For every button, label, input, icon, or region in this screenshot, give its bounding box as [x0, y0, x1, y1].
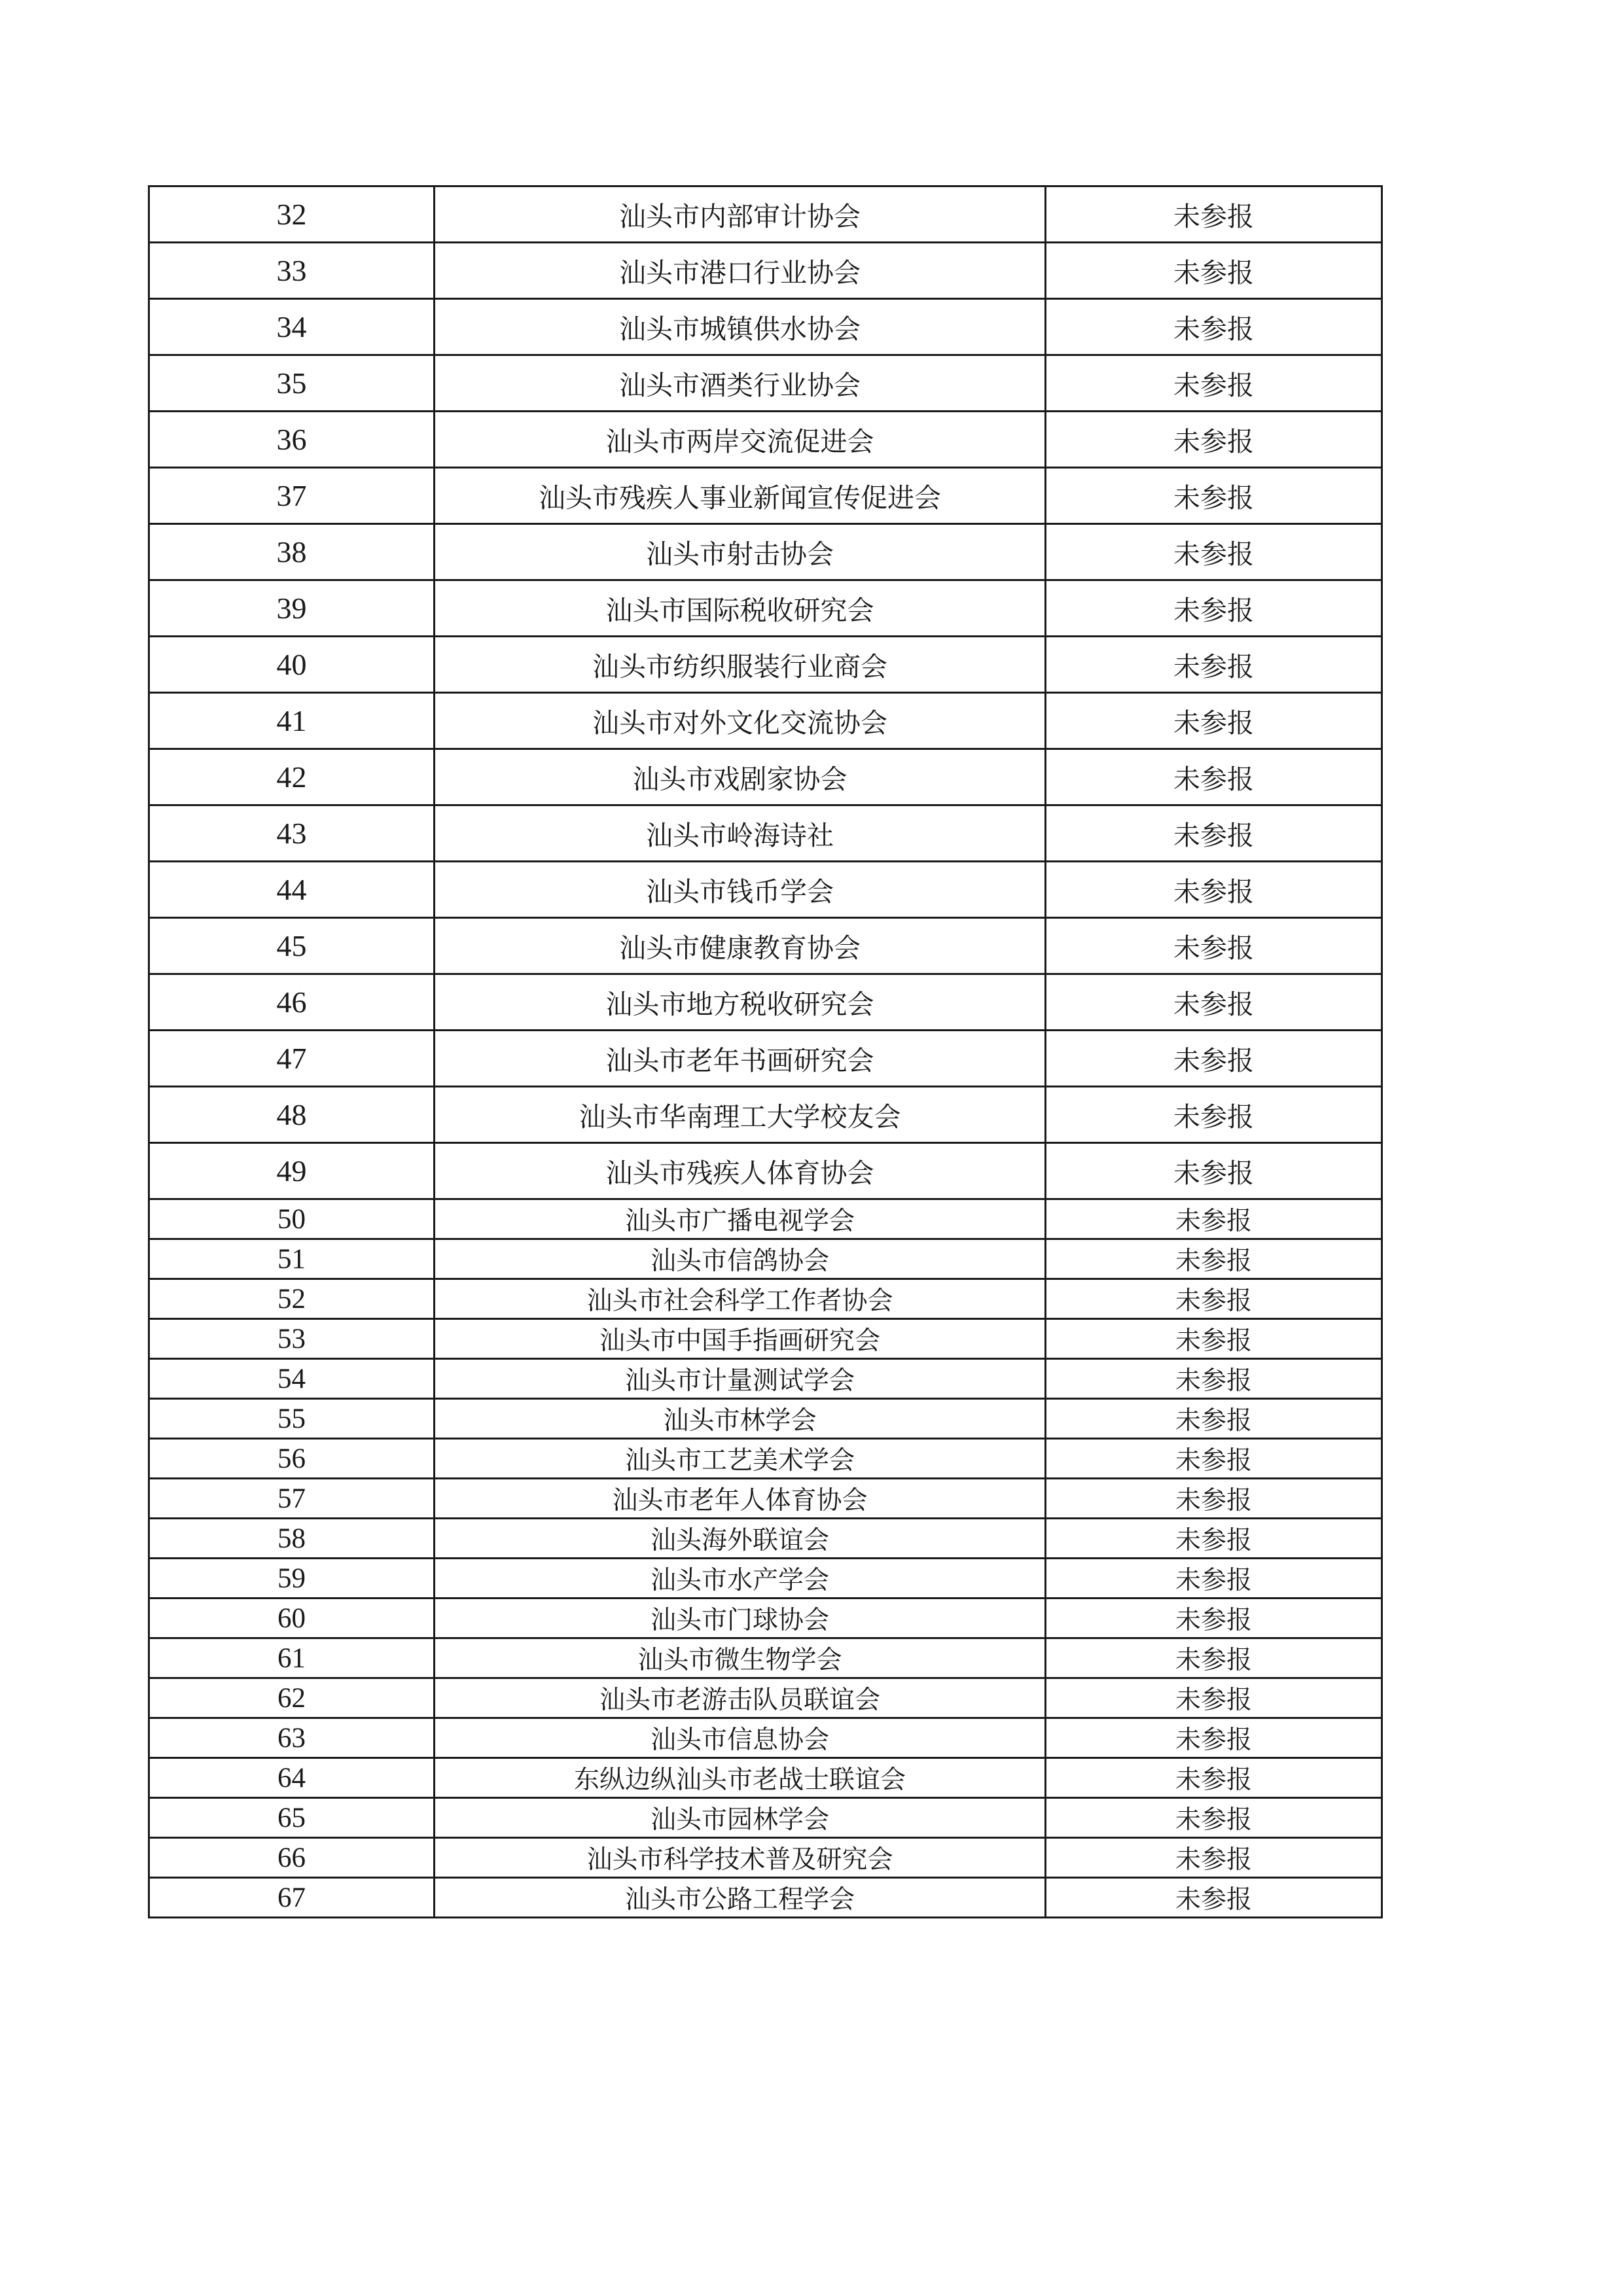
row-number: 45 [149, 918, 435, 974]
table-row [149, 580, 1382, 637]
table-row [149, 1758, 1382, 1798]
organization-name: 汕头市内部审计协会 [435, 186, 1046, 243]
report-status: 未参报 [1046, 299, 1382, 355]
row-number: 36 [149, 412, 435, 468]
table-row [149, 1798, 1382, 1838]
row-number: 50 [149, 1199, 435, 1239]
row-number: 53 [149, 1319, 435, 1359]
table-row [149, 862, 1382, 918]
organization-name: 汕头市计量测试学会 [435, 1359, 1046, 1399]
report-status: 未参报 [1046, 693, 1382, 749]
row-number: 46 [149, 974, 435, 1031]
organization-name: 汕头市纺织服装行业商会 [435, 637, 1046, 693]
organization-table [148, 185, 1383, 1918]
report-status: 未参报 [1046, 1359, 1382, 1399]
organization-name: 汕头市老年书画研究会 [435, 1031, 1046, 1087]
organization-name: 汕头市科学技术普及研究会 [435, 1838, 1046, 1878]
organization-name: 汕头市华南理工大学校友会 [435, 1087, 1046, 1143]
organization-name: 汕头市工艺美术学会 [435, 1439, 1046, 1479]
organization-name: 汕头市港口行业协会 [435, 243, 1046, 299]
table-row [149, 974, 1382, 1031]
organization-name: 汕头市信息协会 [435, 1718, 1046, 1758]
row-number: 34 [149, 299, 435, 355]
table-row [149, 1399, 1382, 1439]
table-row [149, 1087, 1382, 1143]
report-status: 未参报 [1046, 1878, 1382, 1918]
table-row [149, 1199, 1382, 1239]
row-number: 62 [149, 1678, 435, 1718]
organization-name: 汕头市水产学会 [435, 1559, 1046, 1598]
report-status: 未参报 [1046, 1479, 1382, 1519]
row-number: 43 [149, 805, 435, 862]
organization-name: 汕头市门球协会 [435, 1598, 1046, 1638]
report-status: 未参报 [1046, 1239, 1382, 1279]
report-status: 未参报 [1046, 1559, 1382, 1598]
row-number: 52 [149, 1279, 435, 1319]
report-status: 未参报 [1046, 524, 1382, 580]
report-status: 未参报 [1046, 1143, 1382, 1199]
organization-name: 汕头海外联谊会 [435, 1519, 1046, 1559]
organization-name: 汕头市残疾人事业新闻宣传促进会 [435, 468, 1046, 524]
table-row [149, 1143, 1382, 1199]
table-row [149, 468, 1382, 524]
table-row [149, 1678, 1382, 1718]
table-row [149, 1439, 1382, 1479]
row-number: 49 [149, 1143, 435, 1199]
table-row [149, 524, 1382, 580]
report-status: 未参报 [1046, 974, 1382, 1031]
table-row [149, 1479, 1382, 1519]
report-status: 未参报 [1046, 1519, 1382, 1559]
report-status: 未参报 [1046, 1798, 1382, 1838]
table-row [149, 1519, 1382, 1559]
organization-name: 汕头市林学会 [435, 1399, 1046, 1439]
report-status: 未参报 [1046, 637, 1382, 693]
organization-name: 汕头市健康教育协会 [435, 918, 1046, 974]
table-row [149, 1559, 1382, 1598]
row-number: 67 [149, 1878, 435, 1918]
table-row [149, 1279, 1382, 1319]
row-number: 60 [149, 1598, 435, 1638]
table-row [149, 637, 1382, 693]
row-number: 51 [149, 1239, 435, 1279]
row-number: 65 [149, 1798, 435, 1838]
organization-name: 汕头市公路工程学会 [435, 1878, 1046, 1918]
organization-name: 汕头市微生物学会 [435, 1638, 1046, 1678]
table-row [149, 749, 1382, 805]
row-number: 63 [149, 1718, 435, 1758]
report-status: 未参报 [1046, 412, 1382, 468]
row-number: 56 [149, 1439, 435, 1479]
organization-name: 汕头市射击协会 [435, 524, 1046, 580]
row-number: 59 [149, 1559, 435, 1598]
organization-name: 汕头市城镇供水协会 [435, 299, 1046, 355]
row-number: 38 [149, 524, 435, 580]
row-number: 64 [149, 1758, 435, 1798]
organization-name: 汕头市两岸交流促进会 [435, 412, 1046, 468]
report-status: 未参报 [1046, 1087, 1382, 1143]
row-number: 48 [149, 1087, 435, 1143]
table-row [149, 1319, 1382, 1359]
report-status: 未参报 [1046, 749, 1382, 805]
organization-table-body [149, 186, 1382, 1918]
row-number: 42 [149, 749, 435, 805]
table-row [149, 805, 1382, 862]
row-number: 40 [149, 637, 435, 693]
report-status: 未参报 [1046, 1598, 1382, 1638]
row-number: 55 [149, 1399, 435, 1439]
row-number: 37 [149, 468, 435, 524]
table-row [149, 412, 1382, 468]
report-status: 未参报 [1046, 468, 1382, 524]
table-row [149, 186, 1382, 243]
report-status: 未参报 [1046, 1031, 1382, 1087]
table-row [149, 1359, 1382, 1399]
organization-name: 汕头市中国手指画研究会 [435, 1319, 1046, 1359]
report-status: 未参报 [1046, 1319, 1382, 1359]
organization-name: 汕头市老游击队员联谊会 [435, 1678, 1046, 1718]
table-row [149, 1031, 1382, 1087]
organization-name: 汕头市钱币学会 [435, 862, 1046, 918]
report-status: 未参报 [1046, 1678, 1382, 1718]
row-number: 33 [149, 243, 435, 299]
table-row [149, 299, 1382, 355]
organization-name: 汕头市酒类行业协会 [435, 355, 1046, 412]
organization-name: 汕头市广播电视学会 [435, 1199, 1046, 1239]
report-status: 未参报 [1046, 1279, 1382, 1319]
row-number: 58 [149, 1519, 435, 1559]
organization-name: 汕头市信鸽协会 [435, 1239, 1046, 1279]
organization-name: 汕头市地方税收研究会 [435, 974, 1046, 1031]
report-status: 未参报 [1046, 580, 1382, 637]
table-row [149, 1878, 1382, 1918]
report-status: 未参报 [1046, 355, 1382, 412]
report-status: 未参报 [1046, 1838, 1382, 1878]
report-status: 未参报 [1046, 1758, 1382, 1798]
organization-name: 汕头市岭海诗社 [435, 805, 1046, 862]
report-status: 未参报 [1046, 862, 1382, 918]
report-status: 未参报 [1046, 1199, 1382, 1239]
table-row [149, 1718, 1382, 1758]
table-row [149, 1598, 1382, 1638]
table-row [149, 1638, 1382, 1678]
row-number: 39 [149, 580, 435, 637]
report-status: 未参报 [1046, 243, 1382, 299]
row-number: 61 [149, 1638, 435, 1678]
report-status: 未参报 [1046, 805, 1382, 862]
row-number: 47 [149, 1031, 435, 1087]
organization-name: 东纵边纵汕头市老战士联谊会 [435, 1758, 1046, 1798]
row-number: 44 [149, 862, 435, 918]
organization-name: 汕头市残疾人体育协会 [435, 1143, 1046, 1199]
report-status: 未参报 [1046, 918, 1382, 974]
row-number: 35 [149, 355, 435, 412]
row-number: 41 [149, 693, 435, 749]
row-number: 54 [149, 1359, 435, 1399]
row-number: 66 [149, 1838, 435, 1878]
table-row [149, 918, 1382, 974]
table-row [149, 693, 1382, 749]
organization-name: 汕头市国际税收研究会 [435, 580, 1046, 637]
row-number: 57 [149, 1479, 435, 1519]
table-row [149, 1838, 1382, 1878]
organization-name: 汕头市社会科学工作者协会 [435, 1279, 1046, 1319]
report-status: 未参报 [1046, 1638, 1382, 1678]
table-row [149, 355, 1382, 412]
organization-name: 汕头市戏剧家协会 [435, 749, 1046, 805]
report-status: 未参报 [1046, 1399, 1382, 1439]
table-row [149, 243, 1382, 299]
table-row [149, 1239, 1382, 1279]
organization-name: 汕头市园林学会 [435, 1798, 1046, 1838]
organization-name: 汕头市对外文化交流协会 [435, 693, 1046, 749]
organization-name: 汕头市老年人体育协会 [435, 1479, 1046, 1519]
report-status: 未参报 [1046, 1439, 1382, 1479]
report-status: 未参报 [1046, 186, 1382, 243]
row-number: 32 [149, 186, 435, 243]
report-status: 未参报 [1046, 1718, 1382, 1758]
